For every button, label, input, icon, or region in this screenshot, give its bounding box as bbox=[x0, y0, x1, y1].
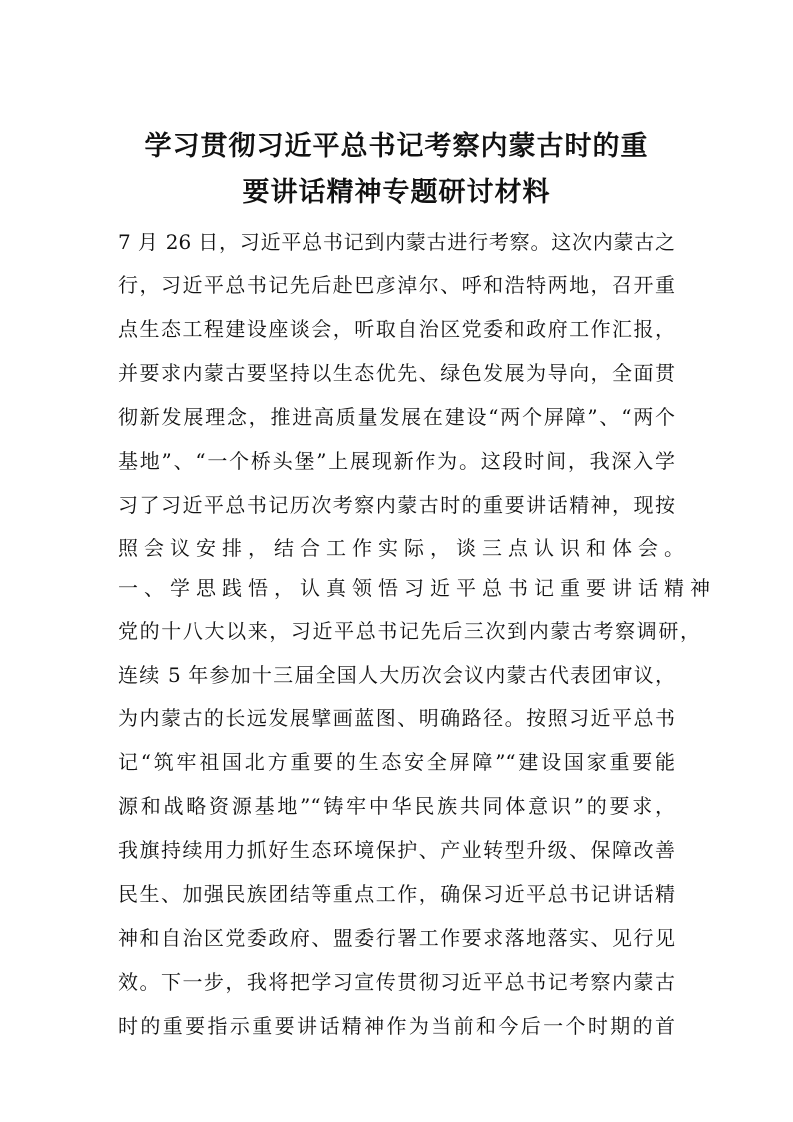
text-line: 彻新发展理念，推进高质量发展在建设“两个屏障”、“两个 bbox=[118, 405, 675, 429]
document-title-line-2: 要讲话精神专题研讨材料 bbox=[242, 177, 551, 208]
text-line: 为内蒙古的长远发展擘画蓝图、明确路径。按照习近平总书 bbox=[118, 706, 675, 730]
text-line: 时的重要指示重要讲话精神作为当前和今后一个时期的首 bbox=[118, 1014, 675, 1038]
document-title-line-1: 学习贯彻习近平总书记考察内蒙古时的重 bbox=[144, 131, 649, 162]
text-line: 并要求内蒙古要坚持以生态优先、绿色发展为导向，全面贯 bbox=[118, 361, 675, 385]
text-line: 效。下一步，我将把学习宣传贯彻习近平总书记考察内蒙古 bbox=[118, 970, 675, 994]
text-line: 源和战略资源基地”“铸牢中华民族共同体意识”的要求， bbox=[118, 794, 675, 818]
text-line: 基地”、“一个桥头堡”上展现新作为。这段时间，我深入学 bbox=[118, 449, 675, 473]
text-line: 点生态工程建设座谈会，听取自治区党委和政府工作汇报， bbox=[118, 317, 675, 341]
text-line: 连续 5 年参加十三届全国人大历次会议内蒙古代表团审议， bbox=[118, 663, 675, 687]
text-line: 习了习近平总书记历次考察内蒙古时的重要讲话精神，现按 bbox=[118, 493, 675, 517]
text-line: 神和自治区党委政府、盟委行署工作要求落地落实、见行见 bbox=[118, 926, 675, 950]
text-line: 照会议安排，结合工作实际，谈三点认识和体会。 bbox=[118, 536, 690, 560]
text-line: 记“筑牢祖国北方重要的生态安全屏障”“建设国家重要能 bbox=[118, 750, 675, 774]
text-line: 民生、加强民族团结等重点工作，确保习近平总书记讲话精 bbox=[118, 882, 675, 906]
section-heading: 一、学思践悟，认真领悟习近平总书记重要讲话精神 bbox=[118, 576, 716, 600]
text-line: 7 月 26 日，习近平总书记到内蒙古进行考察。这次内蒙古之 bbox=[118, 230, 675, 254]
text-line: 我旗持续用力抓好生态环境保护、产业转型升级、保障改善 bbox=[118, 838, 675, 862]
text-line: 行，习近平总书记先后赴巴彦淖尔、呼和浩特两地，召开重 bbox=[118, 273, 675, 297]
text-line: 党的十八大以来，习近平总书记先后三次到内蒙古考察调研， bbox=[118, 619, 700, 643]
